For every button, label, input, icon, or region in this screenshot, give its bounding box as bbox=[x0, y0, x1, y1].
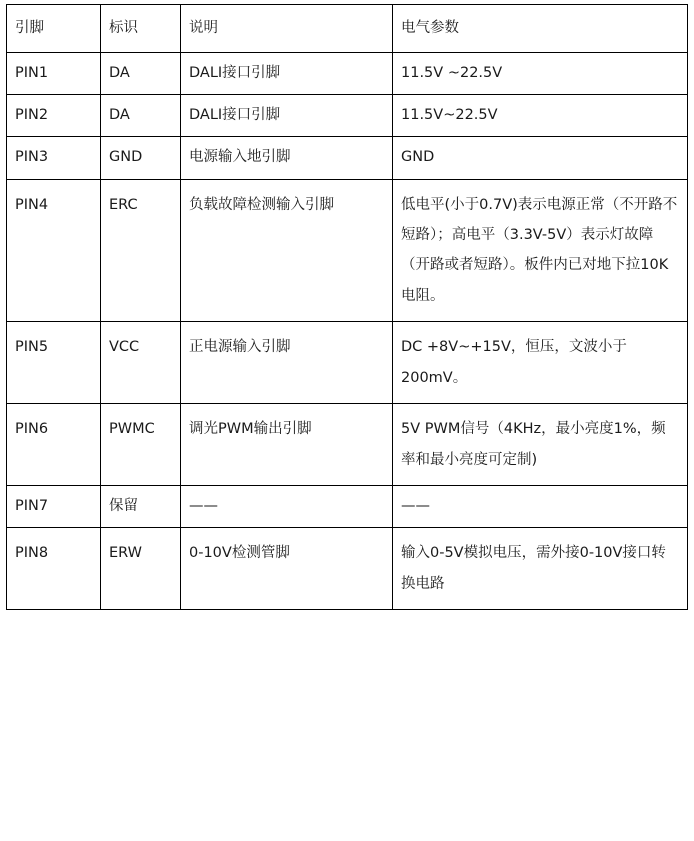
pin-name: PIN2 bbox=[15, 107, 49, 124]
cell-desc bbox=[181, 137, 393, 179]
pin-mark: ERW bbox=[109, 545, 142, 562]
pin-desc: 电源输入地引脚 bbox=[189, 149, 291, 166]
pin-param: 11.5V ~22.5V bbox=[401, 65, 503, 81]
pin-param: 11.5V~22.5V bbox=[401, 107, 498, 124]
pin-name: PIN1 bbox=[15, 65, 49, 81]
pin-param: 低电平(小于0.7V)表示电源正常（不开路不短路）；高电平（3.3V-5V）表示灯故障（开路或者短路）。板件内已对地下拉10K电阻。 bbox=[401, 196, 678, 304]
header-cell-param bbox=[393, 5, 688, 53]
header-cell-desc bbox=[181, 5, 393, 53]
cell-param bbox=[393, 137, 688, 179]
table-row bbox=[7, 95, 688, 137]
cell-mark bbox=[101, 404, 181, 486]
header-label-desc: 说明 bbox=[189, 20, 218, 36]
pin-mark: VCC bbox=[109, 339, 140, 356]
pin-mark: 保留 bbox=[109, 498, 138, 515]
pin-name: PIN5 bbox=[15, 339, 49, 356]
table-row bbox=[7, 486, 688, 528]
table-row bbox=[7, 528, 688, 610]
cell-pin bbox=[7, 486, 101, 528]
cell-mark bbox=[101, 486, 181, 528]
cell-param bbox=[393, 95, 688, 137]
cell-mark bbox=[101, 179, 181, 322]
pin-param: —— bbox=[401, 498, 430, 515]
pin-mark: DA bbox=[109, 107, 130, 124]
pin-definition-table bbox=[6, 4, 688, 610]
cell-mark bbox=[101, 95, 181, 137]
pin-desc: 负载故障检测输入引脚 bbox=[189, 196, 334, 213]
pin-desc: DALI接口引脚 bbox=[189, 107, 281, 124]
cell-param bbox=[393, 528, 688, 610]
cell-desc bbox=[181, 322, 393, 404]
header-cell-mark bbox=[101, 5, 181, 53]
pin-name: PIN8 bbox=[15, 545, 49, 562]
pin-mark: DA bbox=[109, 65, 130, 81]
table-row bbox=[7, 53, 688, 95]
cell-param bbox=[393, 179, 688, 322]
pin-param: 输入0-5V模拟电压，需外接0-10V接口转换电路 bbox=[401, 545, 666, 592]
cell-pin bbox=[7, 404, 101, 486]
cell-desc bbox=[181, 486, 393, 528]
table-row bbox=[7, 179, 688, 322]
cell-pin bbox=[7, 322, 101, 404]
cell-mark bbox=[101, 137, 181, 179]
cell-mark bbox=[101, 528, 181, 610]
cell-param bbox=[393, 53, 688, 95]
cell-pin bbox=[7, 528, 101, 610]
cell-desc bbox=[181, 528, 393, 610]
pin-desc: 调光PWM输出引脚 bbox=[189, 421, 312, 438]
pin-name: PIN7 bbox=[15, 498, 49, 515]
cell-pin bbox=[7, 53, 101, 95]
cell-desc bbox=[181, 95, 393, 137]
header-label-mark: 标识 bbox=[109, 20, 138, 36]
cell-desc bbox=[181, 53, 393, 95]
cell-param bbox=[393, 322, 688, 404]
table-header-row bbox=[7, 5, 688, 53]
table-row bbox=[7, 137, 688, 179]
cell-param bbox=[393, 486, 688, 528]
header-label-param: 电气参数 bbox=[401, 20, 459, 36]
pin-param: GND bbox=[401, 149, 435, 166]
pin-name: PIN4 bbox=[15, 196, 49, 213]
cell-desc bbox=[181, 179, 393, 322]
pin-name: PIN6 bbox=[15, 421, 49, 438]
pin-param: DC +8V~+15V，恒压，文波小于200mV。 bbox=[401, 339, 627, 386]
cell-pin bbox=[7, 137, 101, 179]
cell-mark bbox=[101, 53, 181, 95]
pin-name: PIN3 bbox=[15, 149, 49, 166]
pin-mark: GND bbox=[109, 149, 143, 166]
cell-pin bbox=[7, 95, 101, 137]
header-cell-pin bbox=[7, 5, 101, 53]
pin-desc: 正电源输入引脚 bbox=[189, 339, 291, 356]
cell-param bbox=[393, 404, 688, 486]
cell-pin bbox=[7, 179, 101, 322]
table-row bbox=[7, 404, 688, 486]
cell-mark bbox=[101, 322, 181, 404]
pin-mark: PWMC bbox=[109, 421, 155, 438]
cell-desc bbox=[181, 404, 393, 486]
pin-desc: 0-10V检测管脚 bbox=[189, 545, 290, 562]
table-row bbox=[7, 322, 688, 404]
pin-mark: ERC bbox=[109, 196, 138, 213]
pin-desc: —— bbox=[189, 498, 218, 515]
header-label-pin: 引脚 bbox=[15, 20, 44, 36]
pin-desc: DALI接口引脚 bbox=[189, 65, 281, 81]
pin-param: 5V PWM信号（4KHz，最小亮度1%，频率和最小亮度可定制) bbox=[401, 421, 666, 468]
